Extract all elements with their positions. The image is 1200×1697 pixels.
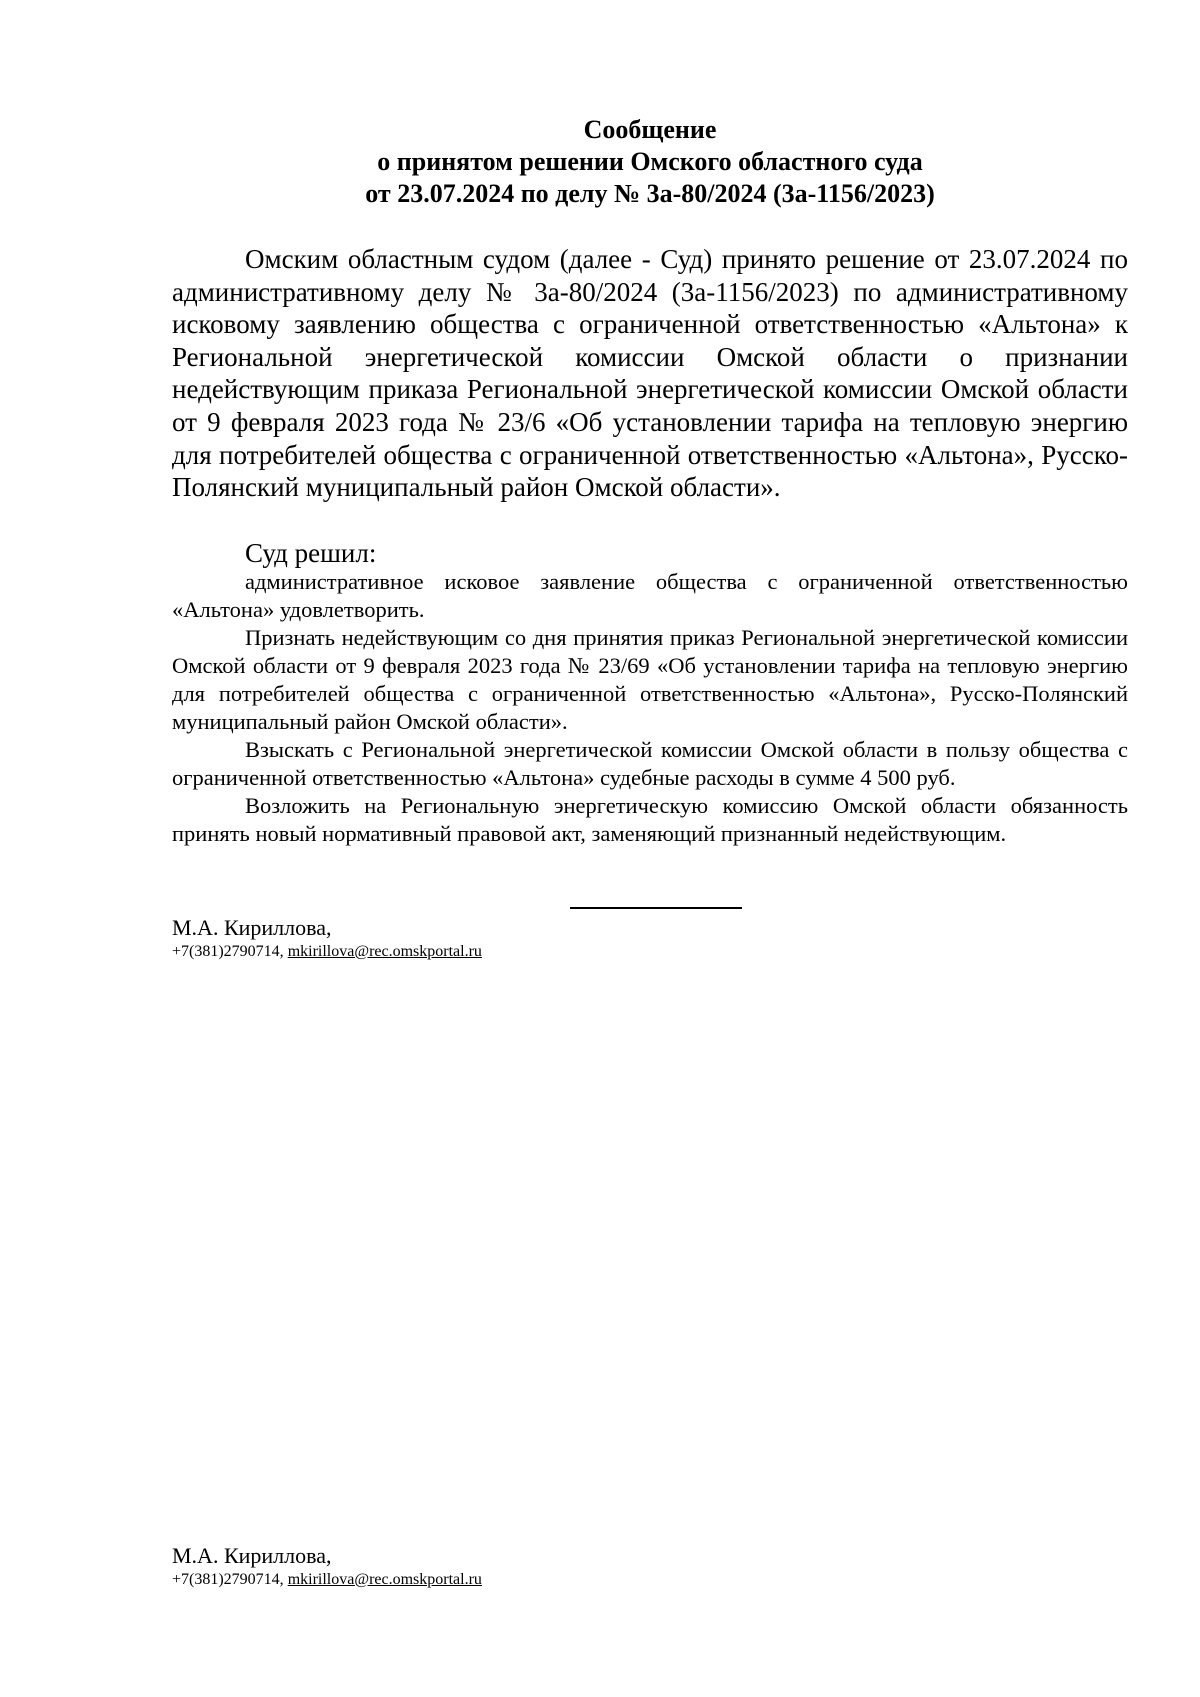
signature-contact	[172, 942, 482, 962]
title-line-1: Сообщение	[583, 115, 717, 144]
signature-email-link[interactable]: mkirillova@rec.omskportal.ru	[287, 943, 482, 960]
intro-paragraph: Омским областным судом (далее - Суд) принято решение от 23.07.2024 по административному делу № 3а-80/2024 (3а-1156/2023) по административному исковому заявлению общества с ограниченной ответственностью «Альтона» к Региональной энергетической комиссии Омской области о признании недействующим приказа Региональной энергетической комиссии Омской области от 9 февраля 2023 года № 23/6 «Об установлении тарифа на тепловую энергию для потребителей общества с ограниченной ответственностью «Альтона», Русско-Полянский муниципальный район Омской области».	[172, 244, 1128, 503]
separator-line	[570, 907, 742, 909]
footer-signature-name: М.А. Кириллова,	[172, 1543, 332, 1568]
resolved-label: Суд решил:	[245, 538, 377, 568]
footer-signature-email-link[interactable]: mkirillova@rec.omskportal.ru	[287, 1571, 482, 1588]
title-line-3: от 23.07.2024 по делу № 3а-80/2024 (3а-1156/2023)	[365, 179, 935, 208]
footer-signature-phone: +7(381)2790714,	[172, 1571, 288, 1588]
document-title	[172, 114, 1128, 210]
signature-name: М.А. Кириллова,	[172, 915, 332, 940]
decision-paragraph-3: Взыскать с Региональной энергетической комиссии Омской области в пользу общества с ограниченной ответственностью «Альтона» судебные расходы в сумме 4 500 руб.	[172, 737, 1128, 790]
decision-paragraph-2: Признать недействующим со дня принятия приказ Региональной энергетической комиссии Омской области от 9 февраля 2023 года № 23/69 «Об установлении тарифа на тепловую энергию для потребителей общества с ограниченной ответственностью «Альтона», Русско-Полянский муниципальный район Омской области».	[172, 625, 1128, 734]
decision-paragraph-1: административное исковое заявление общества с ограниченной ответственностью «Альтона» удовлетворить.	[172, 569, 1128, 622]
signature-phone: +7(381)2790714,	[172, 943, 288, 960]
title-line-2: о принятом решении Омского областного суда	[377, 147, 923, 176]
footer-signature-contact	[172, 1570, 482, 1590]
decision-paragraph-4: Возложить на Региональную энергетическую комиссию Омской области обязанность принять новый нормативный правовой акт, заменяющий признанный недействующим.	[172, 793, 1128, 846]
